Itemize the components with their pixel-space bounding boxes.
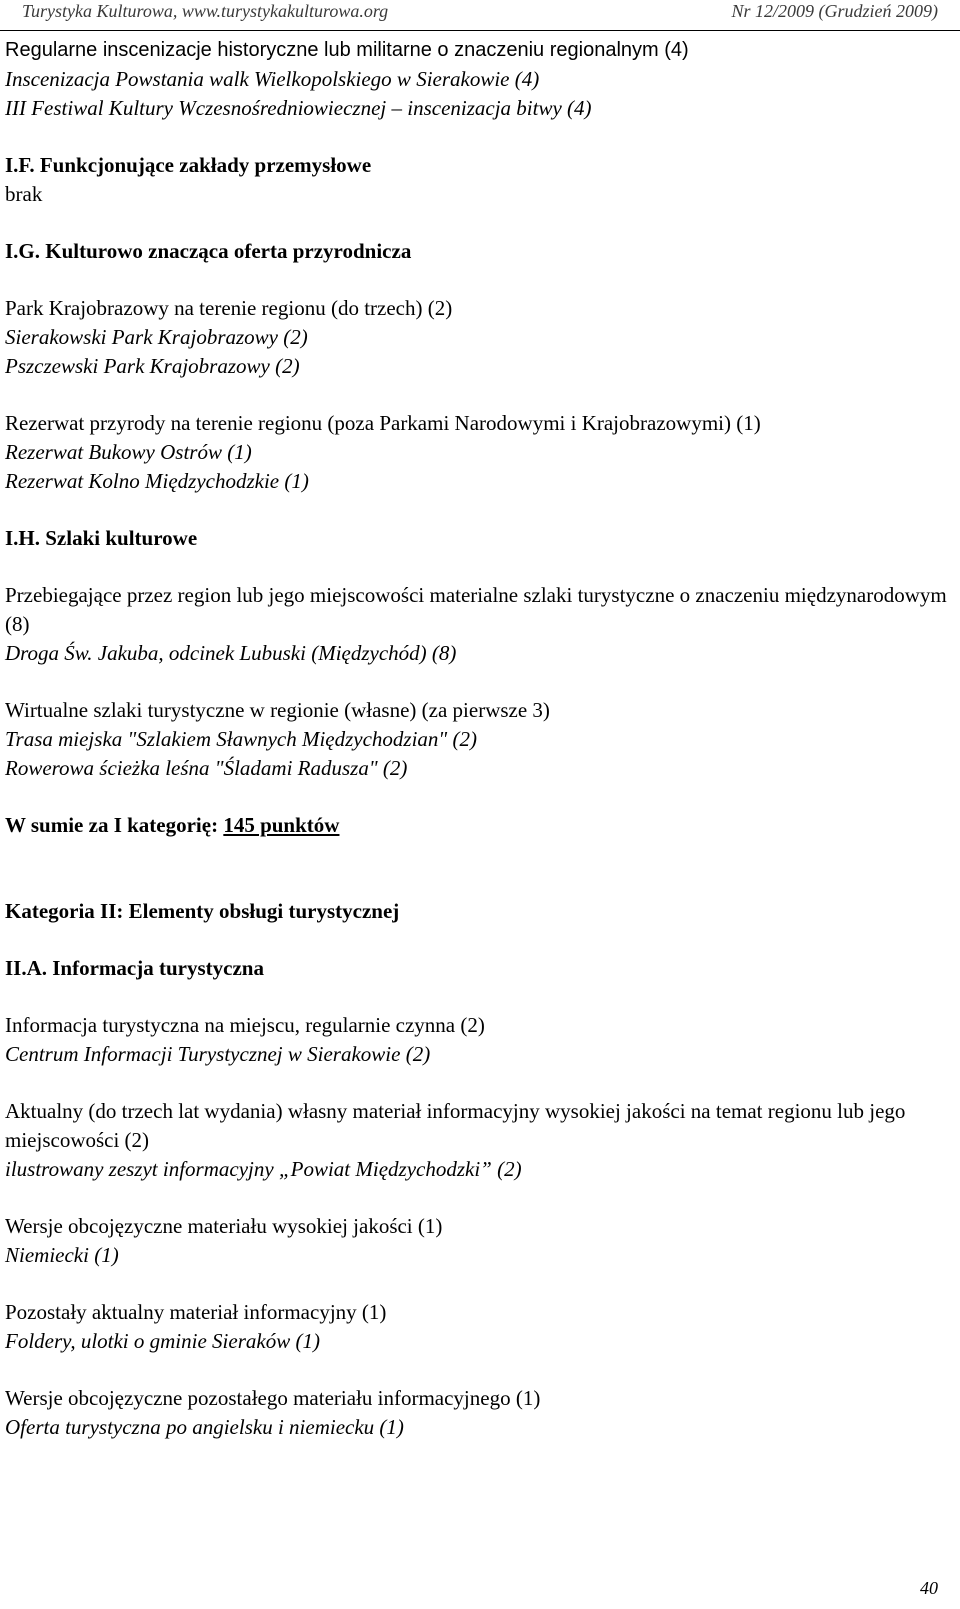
criterion-aktualny: Aktualny (do trzech lat wydania) własny materiał informacyjny wysokiej jakości na temat regionu lub jego miejscowości (2) <box>5 1099 906 1152</box>
heading-ig: I.G. Kulturowo znacząca oferta przyrodnicza <box>5 239 412 263</box>
criterion-szlaki: Przebiegające przez region lub jego miejscowości materialne szlaki turystyczne o znaczeniu międzynarodowym (8) <box>5 583 947 636</box>
sum-value: 145 punktów <box>223 813 340 837</box>
header-journal: Turystyka Kulturowa, www.turystykakulturowa.org <box>22 1 389 21</box>
item-rowerowa-sciezka: Rowerowa ścieżka leśna "Śladami Radusza" (2) <box>5 756 408 780</box>
item-centrum-informacji: Centrum Informacji Turystycznej w Sierakowie (2) <box>5 1042 431 1066</box>
item-sierakowski-park: Sierakowski Park Krajobrazowy (2) <box>5 325 308 349</box>
criterion-park: Park Krajobrazowy na terenie regionu (do trzech) (2) <box>5 296 453 320</box>
criterion-pozostaly: Pozostały aktualny materiał informacyjny (1) <box>5 1300 387 1324</box>
item-kolno: Rezerwat Kolno Międzychodzkie (1) <box>5 469 309 493</box>
heading-ih: I.H. Szlaki kulturowe <box>5 526 198 550</box>
heading-if: I.F. Funkcjonujące zakłady przemysłowe <box>5 153 372 177</box>
running-header <box>0 0 960 31</box>
criterion-wersje: Wersje obcojęzyczne materiału wysokiej jakości (1) <box>5 1214 443 1238</box>
item-niemiecki: Niemiecki (1) <box>5 1243 119 1267</box>
heading-iia: II.A. Informacja turystyczna <box>5 956 264 980</box>
criterion-wersje-pozostalego: Wersje obcojęzyczne pozostałego materiału informacyjnego (1) <box>5 1386 541 1410</box>
item-festiwal: III Festiwal Kultury Wczesnośredniowiecznej – inscenizacja bitwy (4) <box>5 96 592 120</box>
item-zeszyt: ilustrowany zeszyt informacyjny „Powiat Międzychodzki” (2) <box>5 1157 522 1181</box>
criterion-militarne: Regularne inscenizacje historyczne lub militarne o znaczeniu regionalnym (4) <box>5 39 689 61</box>
item-pszczewski-park: Pszczewski Park Krajobrazowy (2) <box>5 354 300 378</box>
if-value: brak <box>5 182 43 206</box>
criterion-rezerwat: Rezerwat przyrody na terenie regionu (poza Parkami Narodowymi i Krajobrazowymi) (1) <box>5 411 761 435</box>
category-sum <box>5 811 950 840</box>
item-bukowy-ostrow: Rezerwat Bukowy Ostrów (1) <box>5 440 252 464</box>
page-number: 40 <box>920 1578 938 1598</box>
criterion-wirtualne: Wirtualne szlaki turystyczne w regionie (własne) (za pierwsze 3) <box>5 698 550 722</box>
sum-label: W sumie za I kategorię: <box>5 813 224 837</box>
item-inscenizacja-powstania: Inscenizacja Powstania walk Wielkopolskiego w Sierakowie (4) <box>5 67 540 91</box>
heading-category-ii: Kategoria II: Elementy obsługi turystycznej <box>5 899 400 923</box>
header-issue: Nr 12/2009 (Grudzień 2009) <box>731 1 938 21</box>
item-foldery: Foldery, ulotki o gminie Sieraków (1) <box>5 1329 320 1353</box>
item-trasa-miejska: Trasa miejska "Szlakiem Sławnych Międzychodzian" (2) <box>5 727 477 751</box>
document-body <box>5 36 950 1442</box>
criterion-informacja: Informacja turystyczna na miejscu, regularnie czynna (2) <box>5 1013 485 1037</box>
item-droga-sw-jakuba: Droga Św. Jakuba, odcinek Lubuski (Międzychód) (8) <box>5 641 457 665</box>
item-oferta-turystyczna: Oferta turystyczna po angielsku i niemiecku (1) <box>5 1415 404 1439</box>
